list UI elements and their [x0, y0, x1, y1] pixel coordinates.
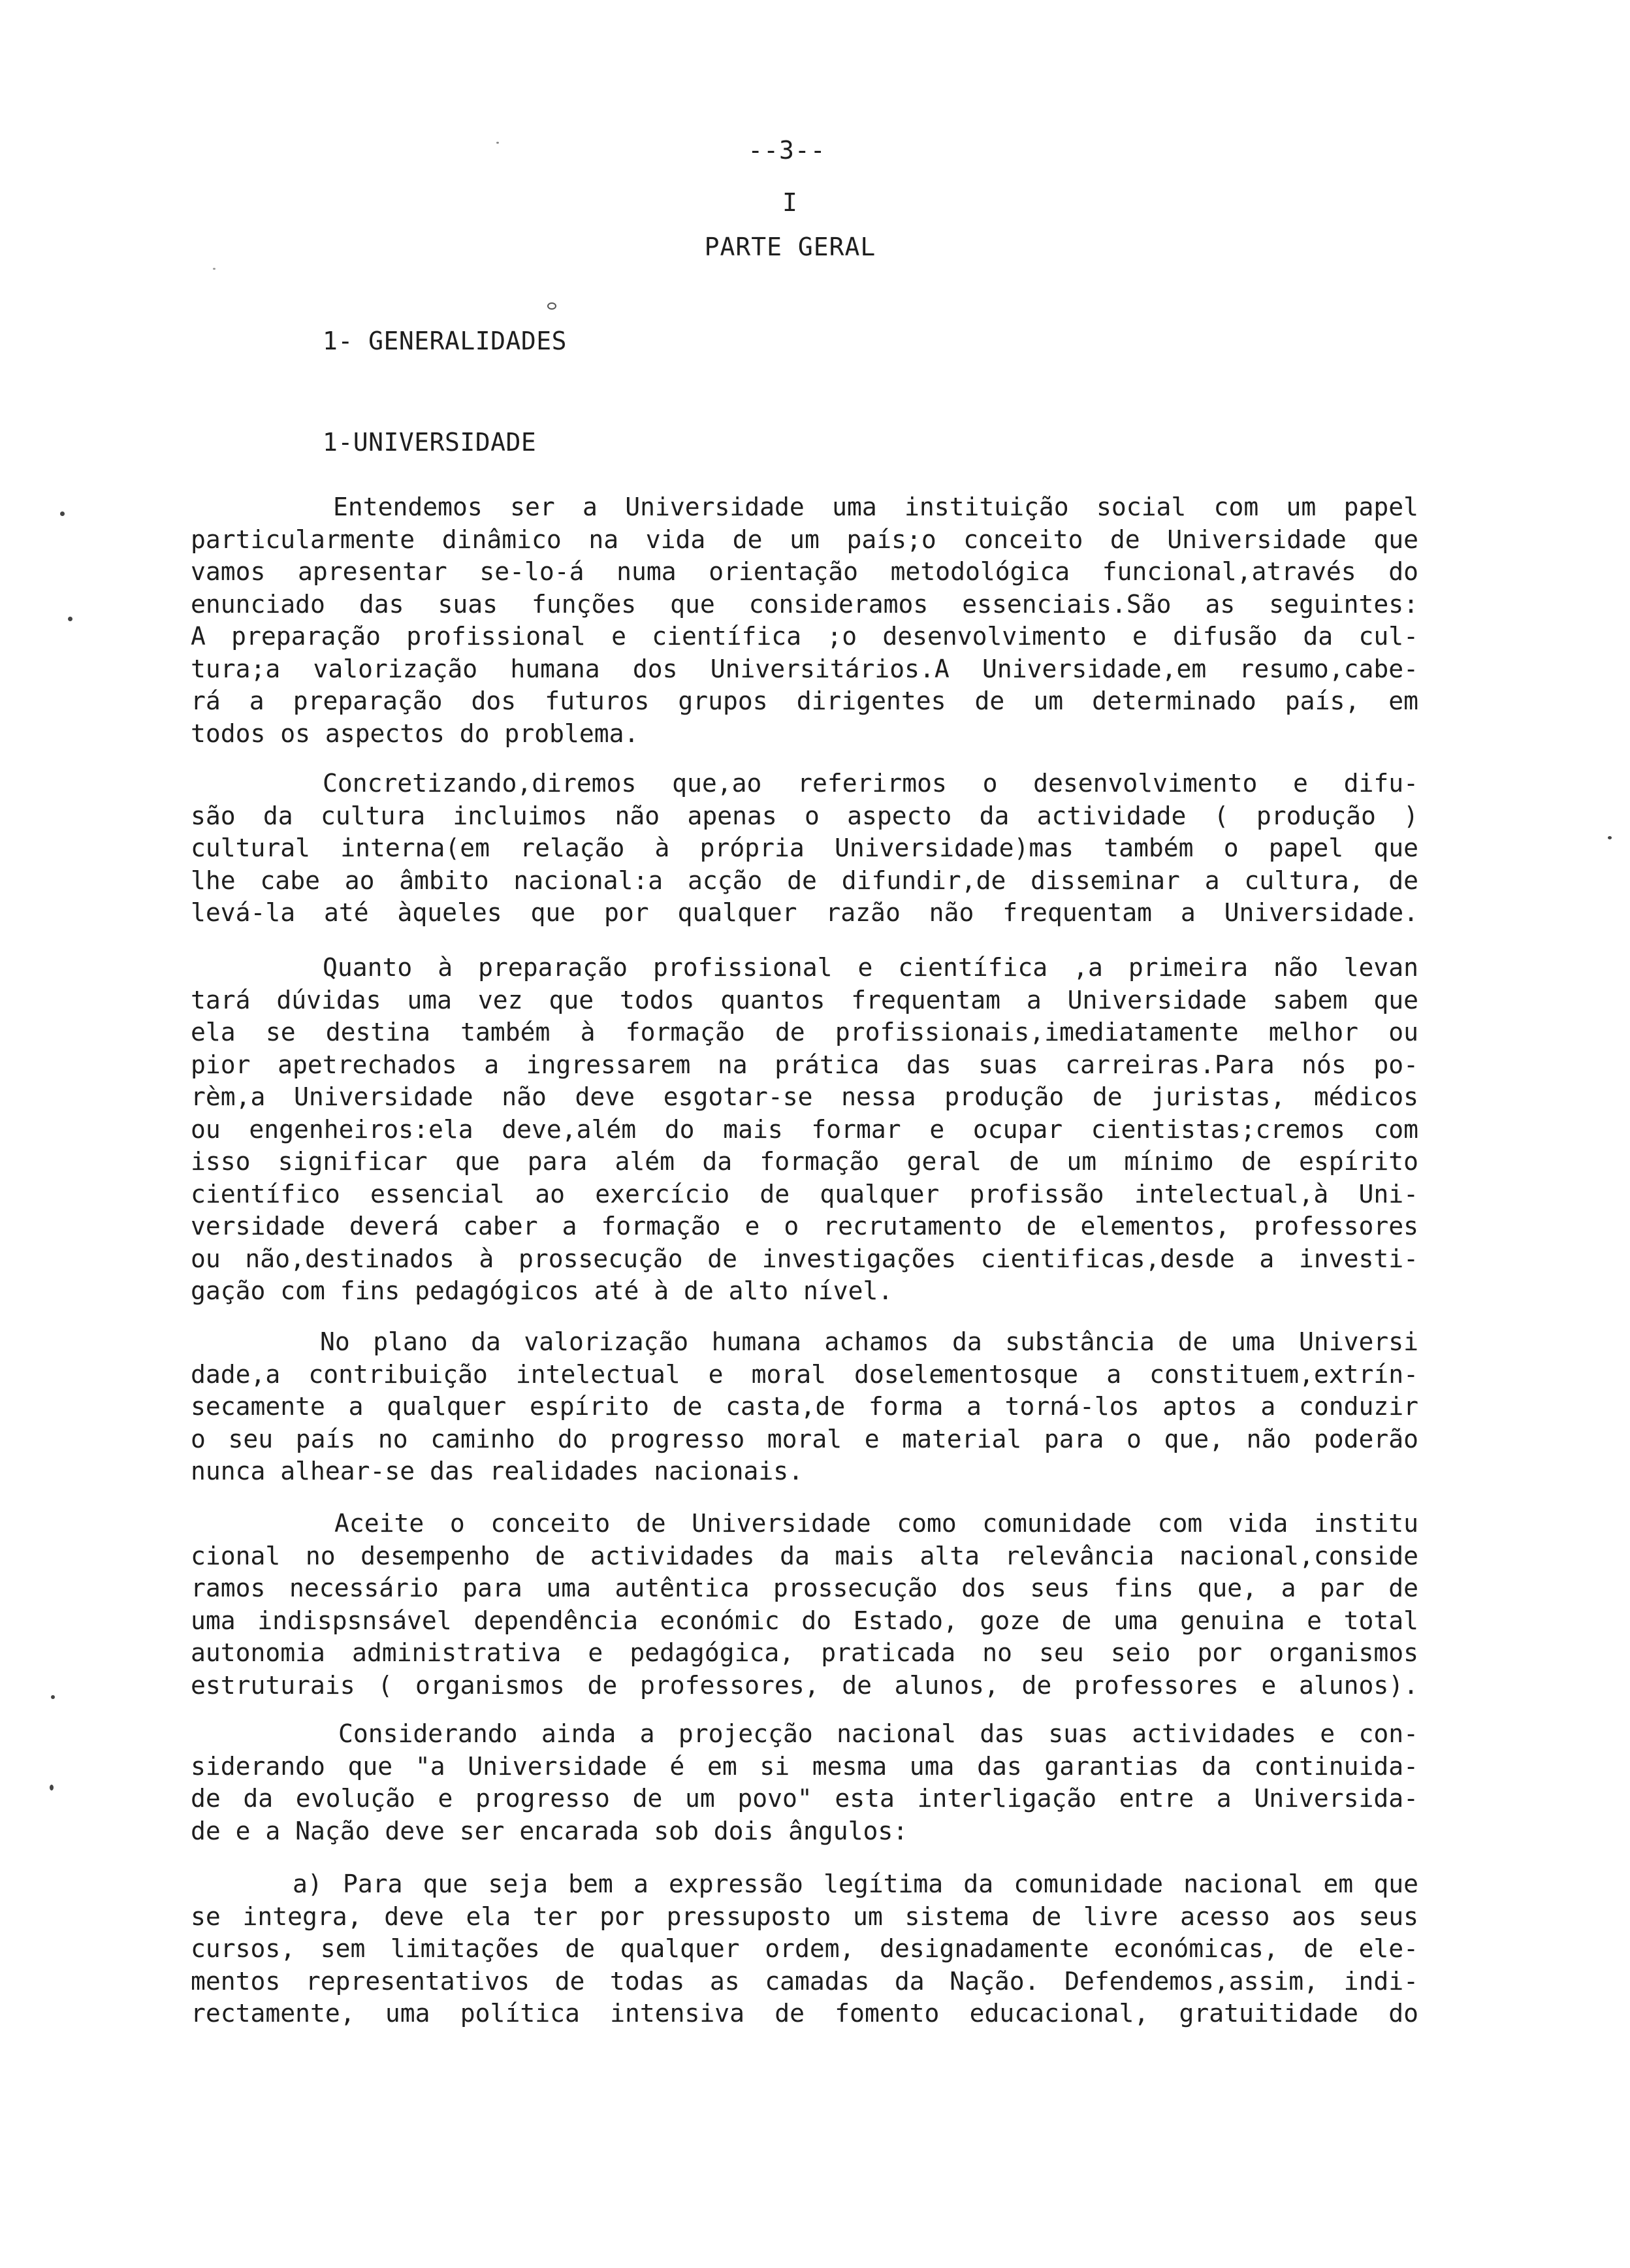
text-line: ramos necessário para uma autêntica prossecução dos seus fins que, a par de — [191, 1574, 1418, 1602]
text-line: a) Para que seja bem a expressão legítima da comunidade nacional em que — [293, 1870, 1418, 1898]
paragraph-4 — [191, 1326, 1418, 1488]
text-line: dade,a contribuição intelectual e moral doselementosque a constituem,extrín- — [191, 1359, 1418, 1389]
text-line: Entendemos ser a Universidade uma instituição social com um papel — [333, 493, 1418, 521]
paragraph-2 — [191, 768, 1418, 930]
text-line: pior apetrechados a ingressarem na prática das suas carreiras.Para nós po- — [191, 1050, 1418, 1079]
text-line: versidade deverá caber a formação e o recrutamento de elementos, professores — [191, 1212, 1418, 1240]
paragraph-3 — [191, 952, 1418, 1308]
text-line: isso significar que para além da formação geral de um mínimo de espírito — [191, 1147, 1418, 1176]
paragraph-5 — [191, 1508, 1418, 1702]
section-roman-numeral: I — [782, 188, 798, 217]
text-line: científico essencial ao exercício de qualquer profissão intelectual,à Uni- — [191, 1179, 1418, 1208]
scan-speck — [60, 511, 65, 516]
text-line: cultural interna(em relação à própria Universidade)mas também o papel que — [191, 834, 1418, 862]
text-line: ou engenheiros:ela deve,além do mais formar e ocupar cientistas;cremos com — [191, 1114, 1418, 1144]
scan-speck — [213, 268, 216, 270]
heading-universidade: 1-UNIVERSIDADE — [323, 428, 537, 457]
text-line: Concretizando,diremos que,ao referirmos o desenvolvimento e difu- — [323, 769, 1418, 798]
text-line: uma indispsnsável dependência económic do Estado, goze de uma genuina e total — [191, 1606, 1418, 1635]
heading-generalidades: 1- GENERALIDADES — [323, 327, 567, 355]
text-line: particularmente dinâmico na vida de um país;o conceito de Universidade que — [191, 525, 1418, 554]
text-line: secamente a qualquer espírito de casta,de forma a torná-los aptos a conduzir — [191, 1392, 1418, 1421]
text-line: cional no desempenho de actividades da mais alta relevância nacional,conside — [191, 1541, 1418, 1570]
text-line: nunca alhear-se das realidades nacionais. — [191, 1457, 803, 1485]
page-number: --3-- — [748, 136, 826, 165]
text-line: levá-la até àqueles que por qualquer razão não frequentam a Universidade. — [191, 898, 1418, 927]
scan-speck — [496, 142, 499, 144]
text-line: autonomia administrativa e pedagógica, praticada no seu seio por organismos — [191, 1638, 1418, 1667]
text-line: estruturais ( organismos de professores, de alunos, de professores e alunos). — [191, 1670, 1418, 1700]
text-line: enunciado das suas funções que consideramos essenciais.São as seguintes: — [191, 589, 1418, 619]
text-line: ou não,destinados à prossecução de investigações cientificas,desde a investi- — [191, 1244, 1418, 1273]
text-line: são da cultura incluimos não apenas o aspecto da actividade ( produção ) — [191, 801, 1418, 830]
text-line: mentos representativos de todas as camadas da Nação. Defendemos,assim, indi- — [191, 1966, 1418, 1996]
paragraph-1 — [191, 491, 1418, 750]
text-line: Quanto à preparação profissional e científica ,a primeira não levan — [323, 953, 1418, 982]
text-line: ela se destina também à formação de profissionais,imediatamente melhor ou — [191, 1018, 1418, 1046]
text-line: lhe cabe ao âmbito nacional:a acção de difundir,de disseminar a cultura, de — [191, 866, 1418, 895]
text-line: Aceite o conceito de Universidade como comunidade com vida institu — [334, 1509, 1418, 1538]
text-line: gação com fins pedagógicos até à de alto nível. — [191, 1276, 893, 1305]
text-line: siderando que "a Universidade é em si mesma uma das garantias da continuida- — [191, 1751, 1418, 1781]
text-line: rá a preparação dos futuros grupos dirigentes de um determinado país, em — [191, 687, 1418, 715]
text-line: de da evolução e progresso de um povo" esta interligação entre a Universida- — [191, 1784, 1418, 1813]
section-title: PARTE GERAL — [704, 233, 876, 261]
text-line: cursos, sem limitações de qualquer ordem, designadamente económicas, de ele- — [191, 1934, 1418, 1963]
paragraph-7 — [191, 1868, 1418, 2030]
text-line: A preparação profissional e científica ;o desenvolvimento e difusão da cul- — [191, 622, 1418, 651]
text-line: de e a Nação deve ser encarada sob dois ângulos: — [191, 1816, 908, 1845]
text-line: se integra, deve ela ter por pressuposto um sistema de livre acesso aos seus — [191, 1902, 1418, 1931]
text-line: tura;a valorização humana dos Universitários.A Universidade,em resumo,cabe- — [191, 654, 1418, 683]
text-line: todos os aspectos do problema. — [191, 719, 639, 748]
scan-speck — [68, 617, 72, 621]
text-line: tará dúvidas uma vez que todos quantos frequentam a Universidade sabem que — [191, 985, 1418, 1014]
text-line: vamos apresentar se-lo-á numa orientação metodológica funcional,através do — [191, 557, 1418, 586]
paragraph-6 — [191, 1718, 1418, 1847]
text-line: o seu país no caminho do progresso moral e material para o que, não poderão — [191, 1424, 1418, 1453]
text-line: No plano da valorização humana achamos da substância de uma Universi — [320, 1327, 1418, 1356]
text-line: rèm,a Universidade não deve esgotar-se nessa produção de juristas, médicos — [191, 1082, 1418, 1111]
scan-speck — [51, 1695, 55, 1699]
scan-speck — [1608, 836, 1612, 839]
scan-speck — [50, 1785, 54, 1790]
text-line: rectamente, uma política intensiva de fomento educacional, gratuitidade do — [191, 1999, 1418, 2028]
scan-speck — [547, 302, 556, 310]
text-line: Considerando ainda a projecção nacional das suas actividades e con- — [338, 1719, 1418, 1748]
